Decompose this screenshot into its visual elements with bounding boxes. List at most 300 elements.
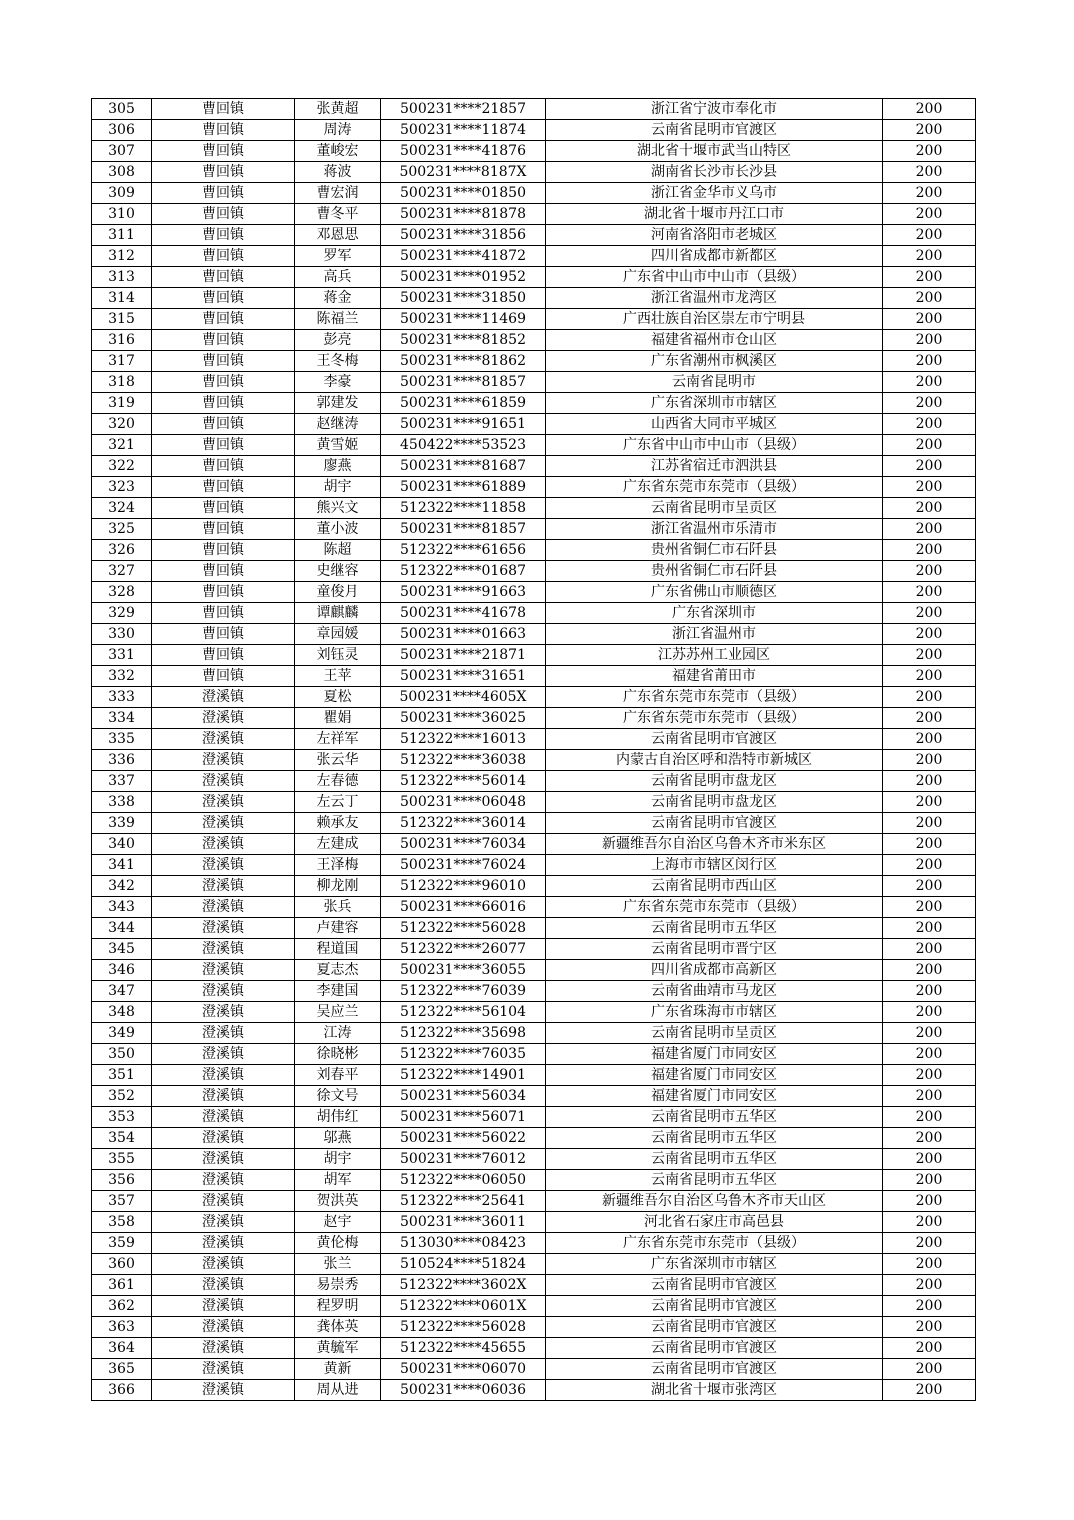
town-cell: 澄溪镇 — [152, 1275, 295, 1296]
table-body — [92, 99, 976, 1401]
name-cell: 彭亮 — [295, 330, 381, 351]
index-cell: 352 — [92, 1086, 152, 1107]
id-number-cell: 500231****31850 — [381, 288, 546, 309]
town-cell: 澄溪镇 — [152, 729, 295, 750]
id-number-cell: 512322****56028 — [381, 1317, 546, 1338]
amount-cell: 200 — [883, 813, 976, 834]
town-cell: 澄溪镇 — [152, 960, 295, 981]
id-number-cell: 512322****25641 — [381, 1191, 546, 1212]
table-row — [92, 288, 976, 309]
workplace-cell: 云南省昆明市呈贡区 — [546, 498, 883, 519]
town-cell: 澄溪镇 — [152, 855, 295, 876]
workplace-cell: 云南省昆明市官渡区 — [546, 1317, 883, 1338]
table-row — [92, 1275, 976, 1296]
table-row — [92, 981, 976, 1002]
workplace-cell: 云南省曲靖市马龙区 — [546, 981, 883, 1002]
id-number-cell: 500231****06036 — [381, 1380, 546, 1401]
workplace-cell: 河南省洛阳市老城区 — [546, 225, 883, 246]
index-cell: 361 — [92, 1275, 152, 1296]
town-cell: 澄溪镇 — [152, 708, 295, 729]
id-number-cell: 512322****3602X — [381, 1275, 546, 1296]
town-cell: 曹回镇 — [152, 162, 295, 183]
table-row — [92, 1191, 976, 1212]
name-cell: 曹冬平 — [295, 204, 381, 225]
name-cell: 董小波 — [295, 519, 381, 540]
town-cell: 曹回镇 — [152, 477, 295, 498]
index-cell: 349 — [92, 1023, 152, 1044]
table-row — [92, 267, 976, 288]
amount-cell: 200 — [883, 687, 976, 708]
table-row — [92, 1380, 976, 1401]
town-cell: 澄溪镇 — [152, 1296, 295, 1317]
workplace-cell: 广东省东莞市东莞市（县级） — [546, 1233, 883, 1254]
town-cell: 澄溪镇 — [152, 1086, 295, 1107]
index-cell: 343 — [92, 897, 152, 918]
name-cell: 左建成 — [295, 834, 381, 855]
table-row — [92, 1170, 976, 1191]
index-cell: 337 — [92, 771, 152, 792]
town-cell: 曹回镇 — [152, 456, 295, 477]
town-cell: 澄溪镇 — [152, 750, 295, 771]
town-cell: 曹回镇 — [152, 246, 295, 267]
amount-cell: 200 — [883, 309, 976, 330]
amount-cell: 200 — [883, 477, 976, 498]
id-number-cell: 512322****96010 — [381, 876, 546, 897]
id-number-cell: 500231****36025 — [381, 708, 546, 729]
id-number-cell: 500231****36055 — [381, 960, 546, 981]
name-cell: 徐晓彬 — [295, 1044, 381, 1065]
name-cell: 瞿娟 — [295, 708, 381, 729]
amount-cell: 200 — [883, 666, 976, 687]
workplace-cell: 贵州省铜仁市石阡县 — [546, 561, 883, 582]
name-cell: 卢建容 — [295, 918, 381, 939]
index-cell: 312 — [92, 246, 152, 267]
name-cell: 夏志杰 — [295, 960, 381, 981]
table-row — [92, 708, 976, 729]
name-cell: 左春德 — [295, 771, 381, 792]
workplace-cell: 浙江省宁波市奉化市 — [546, 99, 883, 120]
id-number-cell: 512322****0601X — [381, 1296, 546, 1317]
workplace-cell: 福建省莆田市 — [546, 666, 883, 687]
table-row — [92, 729, 976, 750]
workplace-cell: 广东省佛山市顺德区 — [546, 582, 883, 603]
id-number-cell: 500231****76012 — [381, 1149, 546, 1170]
town-cell: 澄溪镇 — [152, 1170, 295, 1191]
town-cell: 曹回镇 — [152, 582, 295, 603]
workplace-cell: 云南省昆明市官渡区 — [546, 729, 883, 750]
name-cell: 张黄超 — [295, 99, 381, 120]
table-row — [92, 1107, 976, 1128]
town-cell: 澄溪镇 — [152, 1023, 295, 1044]
name-cell: 曹宏润 — [295, 183, 381, 204]
table-row — [92, 687, 976, 708]
town-cell: 澄溪镇 — [152, 1233, 295, 1254]
workplace-cell: 广西壮族自治区崇左市宁明县 — [546, 309, 883, 330]
index-cell: 336 — [92, 750, 152, 771]
id-number-cell: 500231****11874 — [381, 120, 546, 141]
index-cell: 327 — [92, 561, 152, 582]
table-row — [92, 519, 976, 540]
name-cell: 谭麒麟 — [295, 603, 381, 624]
index-cell: 330 — [92, 624, 152, 645]
id-number-cell: 500231****81852 — [381, 330, 546, 351]
name-cell: 王冬梅 — [295, 351, 381, 372]
id-number-cell: 500231****61889 — [381, 477, 546, 498]
table-row — [92, 561, 976, 582]
index-cell: 306 — [92, 120, 152, 141]
name-cell: 周涛 — [295, 120, 381, 141]
town-cell: 曹回镇 — [152, 225, 295, 246]
index-cell: 341 — [92, 855, 152, 876]
name-cell: 陈超 — [295, 540, 381, 561]
name-cell: 高兵 — [295, 267, 381, 288]
town-cell: 澄溪镇 — [152, 897, 295, 918]
town-cell: 曹回镇 — [152, 603, 295, 624]
town-cell: 曹回镇 — [152, 519, 295, 540]
town-cell: 澄溪镇 — [152, 1107, 295, 1128]
town-cell: 曹回镇 — [152, 372, 295, 393]
amount-cell: 200 — [883, 1149, 976, 1170]
id-number-cell: 510524****51824 — [381, 1254, 546, 1275]
index-cell: 333 — [92, 687, 152, 708]
id-number-cell: 500231****11469 — [381, 309, 546, 330]
town-cell: 曹回镇 — [152, 645, 295, 666]
amount-cell: 200 — [883, 393, 976, 414]
town-cell: 澄溪镇 — [152, 1149, 295, 1170]
index-cell: 331 — [92, 645, 152, 666]
id-number-cell: 500231****06070 — [381, 1359, 546, 1380]
index-cell: 348 — [92, 1002, 152, 1023]
index-cell: 322 — [92, 456, 152, 477]
id-number-cell: 500231****21857 — [381, 99, 546, 120]
workplace-cell: 广东省东莞市东莞市（县级） — [546, 897, 883, 918]
workplace-cell: 云南省昆明市西山区 — [546, 876, 883, 897]
id-number-cell: 512322****11858 — [381, 498, 546, 519]
index-cell: 334 — [92, 708, 152, 729]
amount-cell: 200 — [883, 981, 976, 1002]
amount-cell: 200 — [883, 246, 976, 267]
id-number-cell: 500231****56034 — [381, 1086, 546, 1107]
town-cell: 曹回镇 — [152, 204, 295, 225]
index-cell: 346 — [92, 960, 152, 981]
town-cell: 曹回镇 — [152, 666, 295, 687]
table-row — [92, 939, 976, 960]
id-number-cell: 500231****56071 — [381, 1107, 546, 1128]
index-cell: 350 — [92, 1044, 152, 1065]
town-cell: 澄溪镇 — [152, 792, 295, 813]
table-row — [92, 351, 976, 372]
amount-cell: 200 — [883, 855, 976, 876]
amount-cell: 200 — [883, 330, 976, 351]
workplace-cell: 云南省昆明市盘龙区 — [546, 771, 883, 792]
workplace-cell: 新疆维吾尔自治区乌鲁木齐市米东区 — [546, 834, 883, 855]
name-cell: 赖承友 — [295, 813, 381, 834]
town-cell: 澄溪镇 — [152, 918, 295, 939]
workplace-cell: 上海市市辖区闵行区 — [546, 855, 883, 876]
id-number-cell: 500231****41678 — [381, 603, 546, 624]
table-row — [92, 498, 976, 519]
name-cell: 童俊月 — [295, 582, 381, 603]
name-cell: 蒋金 — [295, 288, 381, 309]
workplace-cell: 广东省东莞市东莞市（县级） — [546, 687, 883, 708]
workplace-cell: 广东省中山市中山市（县级） — [546, 267, 883, 288]
amount-cell: 200 — [883, 834, 976, 855]
workplace-cell: 湖南省长沙市长沙县 — [546, 162, 883, 183]
table-row — [92, 540, 976, 561]
amount-cell: 200 — [883, 1044, 976, 1065]
id-number-cell: 512322****76039 — [381, 981, 546, 1002]
town-cell: 澄溪镇 — [152, 1380, 295, 1401]
name-cell: 黄新 — [295, 1359, 381, 1380]
workplace-cell: 江苏苏州工业园区 — [546, 645, 883, 666]
amount-cell: 200 — [883, 1128, 976, 1149]
id-number-cell: 512322****06050 — [381, 1170, 546, 1191]
id-number-cell: 512322****36038 — [381, 750, 546, 771]
table-row — [92, 603, 976, 624]
id-number-cell: 513030****08423 — [381, 1233, 546, 1254]
workplace-cell: 山西省大同市平城区 — [546, 414, 883, 435]
amount-cell: 200 — [883, 204, 976, 225]
index-cell: 363 — [92, 1317, 152, 1338]
table-row — [92, 624, 976, 645]
name-cell: 龚体英 — [295, 1317, 381, 1338]
name-cell: 江涛 — [295, 1023, 381, 1044]
amount-cell: 200 — [883, 540, 976, 561]
table-row — [92, 1359, 976, 1380]
id-number-cell: 500231****61859 — [381, 393, 546, 414]
amount-cell: 200 — [883, 120, 976, 141]
amount-cell: 200 — [883, 708, 976, 729]
amount-cell: 200 — [883, 435, 976, 456]
table-row — [92, 1065, 976, 1086]
town-cell: 澄溪镇 — [152, 1359, 295, 1380]
name-cell: 邓恩思 — [295, 225, 381, 246]
workplace-cell: 浙江省温州市 — [546, 624, 883, 645]
town-cell: 澄溪镇 — [152, 813, 295, 834]
index-cell: 351 — [92, 1065, 152, 1086]
table-row — [92, 645, 976, 666]
workplace-cell: 云南省昆明市官渡区 — [546, 1275, 883, 1296]
workplace-cell: 贵州省铜仁市石阡县 — [546, 540, 883, 561]
id-number-cell: 500231****91651 — [381, 414, 546, 435]
name-cell: 蒋波 — [295, 162, 381, 183]
workplace-cell: 广东省潮州市枫溪区 — [546, 351, 883, 372]
index-cell: 315 — [92, 309, 152, 330]
workplace-cell: 四川省成都市新都区 — [546, 246, 883, 267]
amount-cell: 200 — [883, 1359, 976, 1380]
id-number-cell: 500231****81687 — [381, 456, 546, 477]
amount-cell: 200 — [883, 771, 976, 792]
index-cell: 354 — [92, 1128, 152, 1149]
id-number-cell: 512322****01687 — [381, 561, 546, 582]
name-cell: 李豪 — [295, 372, 381, 393]
id-number-cell: 500231****8187X — [381, 162, 546, 183]
id-number-cell: 500231****01850 — [381, 183, 546, 204]
workplace-cell: 广东省深圳市 — [546, 603, 883, 624]
amount-cell: 200 — [883, 1002, 976, 1023]
workplace-cell: 云南省昆明市五华区 — [546, 1149, 883, 1170]
amount-cell: 200 — [883, 729, 976, 750]
table-row — [92, 162, 976, 183]
table-row — [92, 1233, 976, 1254]
name-cell: 郭建发 — [295, 393, 381, 414]
id-number-cell: 500231****41872 — [381, 246, 546, 267]
index-cell: 320 — [92, 414, 152, 435]
name-cell: 左祥军 — [295, 729, 381, 750]
workplace-cell: 浙江省温州市龙湾区 — [546, 288, 883, 309]
index-cell: 366 — [92, 1380, 152, 1401]
table-row — [92, 414, 976, 435]
town-cell: 澄溪镇 — [152, 1002, 295, 1023]
table-row — [92, 309, 976, 330]
town-cell: 曹回镇 — [152, 288, 295, 309]
name-cell: 张兰 — [295, 1254, 381, 1275]
workplace-cell: 广东省东莞市东莞市（县级） — [546, 708, 883, 729]
id-number-cell: 500231****81857 — [381, 372, 546, 393]
id-number-cell: 500231****66016 — [381, 897, 546, 918]
amount-cell: 200 — [883, 897, 976, 918]
index-cell: 309 — [92, 183, 152, 204]
amount-cell: 200 — [883, 1233, 976, 1254]
workplace-cell: 云南省昆明市官渡区 — [546, 1359, 883, 1380]
town-cell: 曹回镇 — [152, 309, 295, 330]
town-cell: 曹回镇 — [152, 141, 295, 162]
workplace-cell: 浙江省温州市乐清市 — [546, 519, 883, 540]
index-cell: 345 — [92, 939, 152, 960]
name-cell: 贺洪英 — [295, 1191, 381, 1212]
index-cell: 329 — [92, 603, 152, 624]
name-cell: 李建国 — [295, 981, 381, 1002]
workplace-cell: 广东省珠海市市辖区 — [546, 1002, 883, 1023]
amount-cell: 200 — [883, 456, 976, 477]
workplace-cell: 云南省昆明市官渡区 — [546, 1296, 883, 1317]
index-cell: 308 — [92, 162, 152, 183]
amount-cell: 200 — [883, 876, 976, 897]
table-row — [92, 792, 976, 813]
id-number-cell: 512322****45655 — [381, 1338, 546, 1359]
workplace-cell: 新疆维吾尔自治区乌鲁木齐市天山区 — [546, 1191, 883, 1212]
name-cell: 左云丁 — [295, 792, 381, 813]
table-row — [92, 813, 976, 834]
name-cell: 程道国 — [295, 939, 381, 960]
amount-cell: 200 — [883, 960, 976, 981]
table-row — [92, 225, 976, 246]
id-number-cell: 512322****56014 — [381, 771, 546, 792]
table-row — [92, 372, 976, 393]
amount-cell: 200 — [883, 750, 976, 771]
name-cell: 夏松 — [295, 687, 381, 708]
town-cell: 曹回镇 — [152, 351, 295, 372]
id-number-cell: 512322****56104 — [381, 1002, 546, 1023]
workplace-cell: 云南省昆明市五华区 — [546, 918, 883, 939]
table-row — [92, 1002, 976, 1023]
index-cell: 362 — [92, 1296, 152, 1317]
table-row — [92, 1212, 976, 1233]
amount-cell: 200 — [883, 225, 976, 246]
table-row — [92, 771, 976, 792]
table-row — [92, 435, 976, 456]
id-number-cell: 512322****56028 — [381, 918, 546, 939]
amount-cell: 200 — [883, 498, 976, 519]
town-cell: 曹回镇 — [152, 498, 295, 519]
town-cell: 澄溪镇 — [152, 771, 295, 792]
amount-cell: 200 — [883, 414, 976, 435]
id-number-cell: 500231****56022 — [381, 1128, 546, 1149]
index-cell: 355 — [92, 1149, 152, 1170]
index-cell: 347 — [92, 981, 152, 1002]
table-row — [92, 141, 976, 162]
name-cell: 张兵 — [295, 897, 381, 918]
table-row — [92, 582, 976, 603]
index-cell: 358 — [92, 1212, 152, 1233]
index-cell: 318 — [92, 372, 152, 393]
id-number-cell: 500231****4605X — [381, 687, 546, 708]
workplace-cell: 四川省成都市高新区 — [546, 960, 883, 981]
workplace-cell: 云南省昆明市官渡区 — [546, 813, 883, 834]
amount-cell: 200 — [883, 939, 976, 960]
name-cell: 黄毓军 — [295, 1338, 381, 1359]
id-number-cell: 450422****53523 — [381, 435, 546, 456]
table-row — [92, 876, 976, 897]
index-cell: 317 — [92, 351, 152, 372]
table-row — [92, 918, 976, 939]
index-cell: 340 — [92, 834, 152, 855]
amount-cell: 200 — [883, 1254, 976, 1275]
name-cell: 史继容 — [295, 561, 381, 582]
name-cell: 黄伦梅 — [295, 1233, 381, 1254]
town-cell: 澄溪镇 — [152, 876, 295, 897]
table-row — [92, 99, 976, 120]
table-row — [92, 960, 976, 981]
amount-cell: 200 — [883, 99, 976, 120]
name-cell: 徐文号 — [295, 1086, 381, 1107]
workplace-cell: 湖北省十堰市武当山特区 — [546, 141, 883, 162]
amount-cell: 200 — [883, 1107, 976, 1128]
amount-cell: 200 — [883, 561, 976, 582]
name-cell: 吴应兰 — [295, 1002, 381, 1023]
table-row — [92, 1296, 976, 1317]
town-cell: 澄溪镇 — [152, 1338, 295, 1359]
amount-cell: 200 — [883, 1023, 976, 1044]
index-cell: 342 — [92, 876, 152, 897]
id-number-cell: 500231****31856 — [381, 225, 546, 246]
workplace-cell: 广东省深圳市市辖区 — [546, 393, 883, 414]
amount-cell: 200 — [883, 519, 976, 540]
town-cell: 澄溪镇 — [152, 1254, 295, 1275]
amount-cell: 200 — [883, 582, 976, 603]
name-cell: 罗军 — [295, 246, 381, 267]
subsidy-table — [91, 98, 976, 1401]
amount-cell: 200 — [883, 1212, 976, 1233]
amount-cell: 200 — [883, 1065, 976, 1086]
workplace-cell: 云南省昆明市盘龙区 — [546, 792, 883, 813]
workplace-cell: 浙江省金华市义乌市 — [546, 183, 883, 204]
name-cell: 陈福兰 — [295, 309, 381, 330]
town-cell: 澄溪镇 — [152, 1128, 295, 1149]
id-number-cell: 512322****76035 — [381, 1044, 546, 1065]
amount-cell: 200 — [883, 603, 976, 624]
workplace-cell: 内蒙古自治区呼和浩特市新城区 — [546, 750, 883, 771]
table-row — [92, 1086, 976, 1107]
id-number-cell: 512322****36014 — [381, 813, 546, 834]
id-number-cell: 500231****06048 — [381, 792, 546, 813]
workplace-cell: 福建省厦门市同安区 — [546, 1086, 883, 1107]
id-number-cell: 500231****76024 — [381, 855, 546, 876]
amount-cell: 200 — [883, 1170, 976, 1191]
town-cell: 澄溪镇 — [152, 834, 295, 855]
workplace-cell: 福建省厦门市同安区 — [546, 1044, 883, 1065]
workplace-cell: 湖北省十堰市张湾区 — [546, 1380, 883, 1401]
